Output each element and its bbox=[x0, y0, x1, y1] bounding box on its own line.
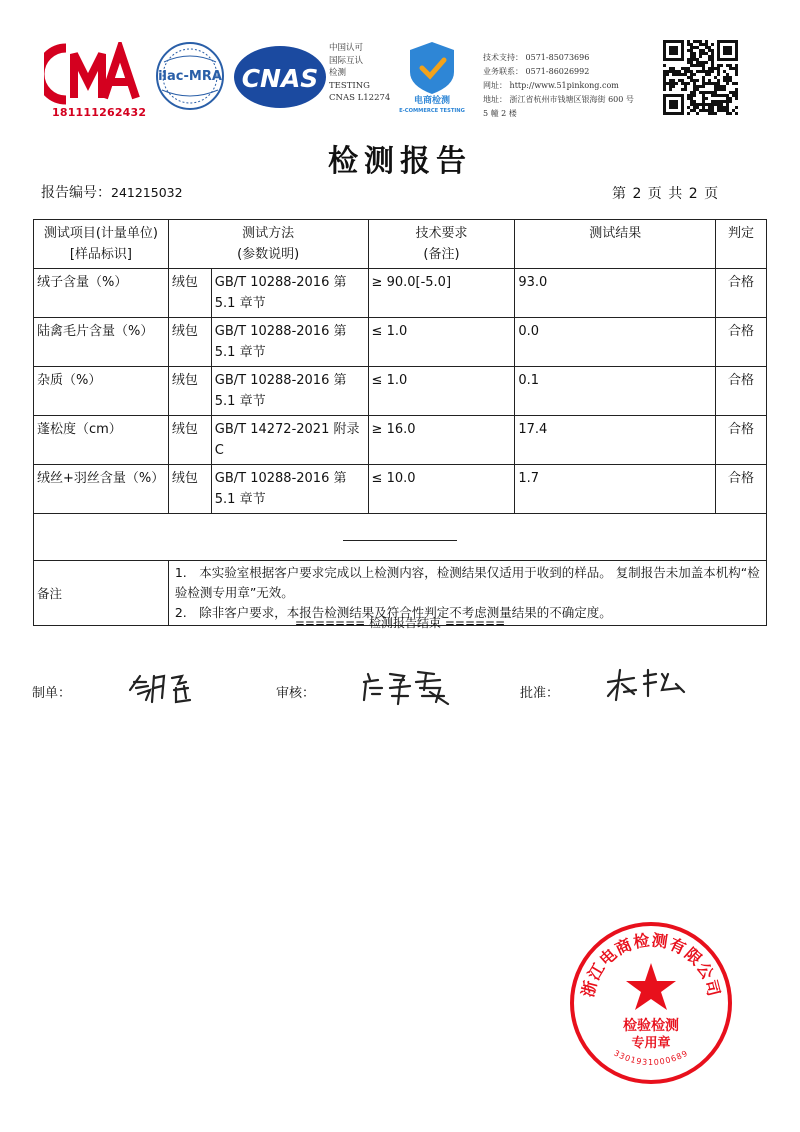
cell-requirement: ≤ 1.0 bbox=[368, 367, 515, 416]
notes-label: 备注 bbox=[34, 561, 169, 626]
cell-method: GB/T 14272-2021 附录 C bbox=[211, 416, 368, 465]
table-row bbox=[34, 416, 767, 465]
cell-result: 0.1 bbox=[515, 367, 716, 416]
cnas-line: 检测 bbox=[329, 68, 347, 78]
cell-sample: 绒包 bbox=[168, 465, 211, 514]
qr-code bbox=[663, 40, 739, 120]
test-results-table bbox=[33, 219, 767, 626]
cell-sample: 绒包 bbox=[168, 318, 211, 367]
cnas-logo bbox=[232, 44, 328, 110]
contact-info bbox=[483, 51, 634, 121]
header-method-line: 测试方法 bbox=[242, 226, 295, 241]
official-seal bbox=[567, 919, 735, 1087]
svg-text:ilac-MRA: ilac-MRA bbox=[158, 69, 222, 84]
cell-result: 1.7 bbox=[515, 465, 716, 514]
approved-by-label: 批准： bbox=[520, 686, 560, 701]
cell-requirement: ≥ 16.0 bbox=[368, 416, 515, 465]
header-item bbox=[34, 220, 169, 269]
cell-result: 93.0 bbox=[515, 269, 716, 318]
cma-number: 181111262432 bbox=[52, 106, 147, 119]
cell-method: GB/T 10288-2016 第 5.1 章节 bbox=[211, 269, 368, 318]
cnas-line: 国际互认 bbox=[329, 55, 364, 66]
page-title: 检测报告 bbox=[328, 144, 472, 179]
svg-text:电商检测: 电商检测 bbox=[413, 96, 451, 106]
cell-verdict: 合格 bbox=[716, 269, 767, 318]
svg-text:CNAS: CNAS bbox=[241, 64, 319, 93]
ilac-mra-logo bbox=[152, 40, 228, 112]
address-line: 地址： 浙江省杭州市钱塘区银海街 600 号 bbox=[483, 95, 634, 104]
table-row bbox=[34, 367, 767, 416]
table-header-row bbox=[34, 220, 767, 269]
cnas-line: TESTING bbox=[329, 80, 370, 91]
cell-item: 杂质（%） bbox=[34, 367, 169, 416]
svg-text:浙江电商检测有限公司: 浙江电商检测有限公司 bbox=[578, 930, 724, 999]
header-result: 测试结果 bbox=[515, 220, 716, 269]
table-row bbox=[34, 269, 767, 318]
website-line: 网址： http://www.51pinkong.com bbox=[483, 81, 619, 90]
approved-by-signature bbox=[604, 666, 700, 710]
cell-item: 绒丝+羽丝含量（%） bbox=[34, 465, 169, 514]
cell-requirement: ≥ 90.0[-5.0] bbox=[368, 269, 515, 318]
business-line: 业务联系： 0571-86026992 bbox=[483, 67, 590, 76]
cell-sample: 绒包 bbox=[168, 269, 211, 318]
cell-verdict: 合格 bbox=[716, 367, 767, 416]
note-item: 2. 除非客户要求，本报告检测结果及符合性判定不考虑测量结果的不确定度。 bbox=[174, 605, 612, 620]
header-requirement-line: 技术要求 bbox=[415, 226, 468, 241]
header-verdict: 判定 bbox=[716, 220, 767, 269]
table-blank-row bbox=[34, 514, 767, 561]
cell-method: GB/T 10288-2016 第 5.1 章节 bbox=[211, 318, 368, 367]
report-number-label: 报告编号： bbox=[41, 185, 111, 201]
cnas-accreditation-text bbox=[329, 42, 390, 105]
reviewed-by-signature bbox=[360, 666, 460, 714]
cell-sample: 绒包 bbox=[168, 367, 211, 416]
header-method bbox=[168, 220, 368, 269]
cell-item: 绒子含量（%） bbox=[34, 269, 169, 318]
svg-text:检验检测: 检验检测 bbox=[623, 1018, 679, 1034]
report-number bbox=[41, 182, 183, 202]
header-item-line: 测试项目(计量单位) bbox=[43, 226, 158, 241]
header-method-line: (参数说明) bbox=[237, 247, 300, 262]
svg-text:3301931000689: 3301931000689 bbox=[612, 1048, 690, 1067]
header-requirement-line: (备注) bbox=[423, 247, 460, 262]
separator-line bbox=[343, 540, 457, 541]
svg-text:专用章: 专用章 bbox=[631, 1036, 671, 1051]
cell-method: GB/T 10288-2016 第 5.1 章节 bbox=[211, 465, 368, 514]
cell-result: 0.0 bbox=[515, 318, 716, 367]
prepared-by-label: 制单： bbox=[32, 686, 72, 701]
ecommerce-testing-logo bbox=[392, 38, 472, 114]
cell-item: 陆禽毛片含量（%） bbox=[34, 318, 169, 367]
cell-item: 蓬松度（cm） bbox=[34, 416, 169, 465]
cnas-line: CNAS L12274 bbox=[329, 93, 391, 103]
cell-requirement: ≤ 10.0 bbox=[368, 465, 515, 514]
report-number-value: 241215032 bbox=[111, 185, 183, 200]
page-number: 第 2 页 共 2 页 bbox=[612, 186, 720, 202]
header-requirement bbox=[368, 220, 515, 269]
cell-requirement: ≤ 1.0 bbox=[368, 318, 515, 367]
cell-verdict: 合格 bbox=[716, 416, 767, 465]
blank-cell bbox=[34, 514, 767, 561]
tech-support-line: 技术支持： 0571-85073696 bbox=[483, 53, 590, 62]
note-item: 1. 本实验室根据客户要求完成以上检测内容，检测结果仅适用于收到的样品。 复制报告未加盖本机构“检验检测专用章”无效。 bbox=[174, 565, 760, 600]
report-end-marker: ======= 检测报告结束 ====== bbox=[294, 616, 506, 630]
prepared-by-signature bbox=[126, 668, 206, 712]
cell-verdict: 合格 bbox=[716, 318, 767, 367]
cell-method: GB/T 10288-2016 第 5.1 章节 bbox=[211, 367, 368, 416]
svg-text:E-COMMERCE TESTING: E-COMMERCE TESTING bbox=[399, 108, 465, 114]
header-item-line: [样品标识] bbox=[69, 247, 132, 262]
cell-sample: 绒包 bbox=[168, 416, 211, 465]
address-line-2: 5 幢 2 楼 bbox=[483, 109, 517, 118]
cell-result: 17.4 bbox=[515, 416, 716, 465]
cnas-line: 中国认可 bbox=[329, 43, 364, 53]
table-row bbox=[34, 318, 767, 367]
cell-verdict: 合格 bbox=[716, 465, 767, 514]
reviewed-by-label: 审核： bbox=[276, 686, 316, 701]
table-row bbox=[34, 465, 767, 514]
